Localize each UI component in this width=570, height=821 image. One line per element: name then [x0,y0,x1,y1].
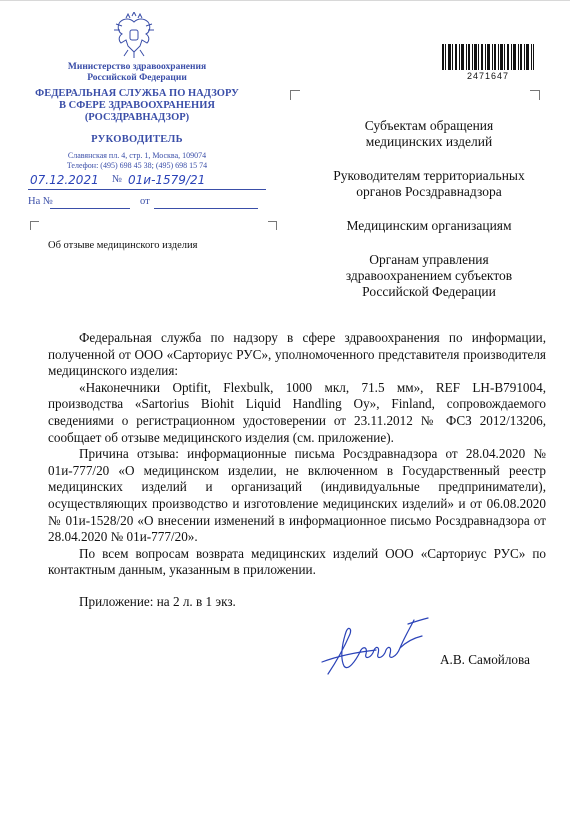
reference-from-label: от [140,196,150,207]
service-name [28,88,246,124]
addressee-block [318,118,540,318]
addressee-line: органов Росздравнадзора [356,184,502,199]
addressee-line: Медицинским организациям [346,218,512,233]
body-paragraph-reason: Причина отзыва: информационные письма Росздравнадзора от 28.04.2020 № 01и-777/20 «О медицинском изделии, не включенном в Государственный реестр медицинских изделий и организаций (индивидуальные предприниматели), осуществляющих производство и изготовление медицинских изделий» и от 06.08.2020 № 01и-1528/20 «О внесении изменений в информационное письмо Росздравнадзора от 28.04.2020 № 01и-777/20». [48,446,546,545]
service-line-2: В СФЕРЕ ЗДРАВООХРАНЕНИЯ [59,100,215,111]
ministry-line-2: Российской Федерации [87,73,187,83]
reference-date-blank [154,208,258,209]
addressee-line: Субъектам обращения [364,118,494,133]
addressee-line: медицинских изделий [365,134,493,149]
handwritten-signature-icon [318,612,436,682]
addressee-item [318,218,540,234]
addressee-line: Руководителям территориальных [333,168,525,183]
ministry-name [28,62,246,84]
addressee-item [318,118,540,150]
double-headed-eagle-emblem-icon [112,12,156,60]
subject-bracket-right [268,221,277,230]
registration-number: 01и-1579/21 [128,173,206,187]
addressee-item [318,168,540,200]
address-line: Славянская пл. 4, стр. 1, Москва, 109074 [67,151,207,160]
signer-name: А.В. Самойлова [440,652,530,667]
addressee-bracket-left [290,90,300,100]
attachment-note: Приложение: на 2 л. в 1 экз. [79,594,236,609]
body-paragraph-device: «Наконечники Optifit, Flexbulk, 1000 мкл, 71.5 мм», REF LH-B791004, производства «Sartorius Biohit Liquid Handling Oy», Finland, сопровождаемого сведениями о регистрационном удостоверении от 23.11.2012 № ФСЗ 2012/13206, сообщает об отзыве медицинского изделия (см. приложение). [48,379,546,445]
addressee-line: Российской Федерации [362,284,496,299]
ministry-line-1: Министерство здравоохранения [67,62,207,72]
outgoing-registration [28,172,268,190]
addressee-line: здравоохранением субъектов [345,268,513,283]
service-line-3: (РОСЗДРАВНАДЗОР) [84,112,190,123]
service-line-1: ФЕДЕРАЛЬНАЯ СЛУЖБА ПО НАДЗОРУ [35,88,239,99]
registration-date: 07.12.2021 [30,173,99,187]
letter-body [48,330,546,579]
top-border [0,0,570,1]
letterhead-address [28,151,246,171]
registration-number-label: № [112,174,123,185]
addressee-bracket-right [530,90,540,100]
subject-bracket-left [30,221,39,230]
barcode-icon [442,44,534,70]
body-paragraph-intro: Федеральная служба по надзору в сфере здравоохранения по информации, полученной от ООО «Сарториус РУС», уполномоченного представителя производителя медицинского изделия: [48,330,546,379]
registration-underline [28,189,266,190]
addressee-item [318,252,540,300]
addressee-line: Органам управления [369,252,489,267]
incoming-reference [28,196,268,210]
head-title: РУКОВОДИТЕЛЬ [91,134,183,145]
reference-number-label: На № [28,196,53,207]
reference-number-blank [50,208,130,209]
phone-line: Телефон: (495) 698 45 38; (495) 698 15 74 [66,161,208,170]
letter-subject: Об отзыве медицинского изделия [48,240,198,251]
barcode-number: 2471647 [466,71,510,81]
body-paragraph-contacts: По всем вопросам возврата медицинских изделий ООО «Сарториус РУС» по контактным данным, указанным в приложении. [48,545,546,578]
